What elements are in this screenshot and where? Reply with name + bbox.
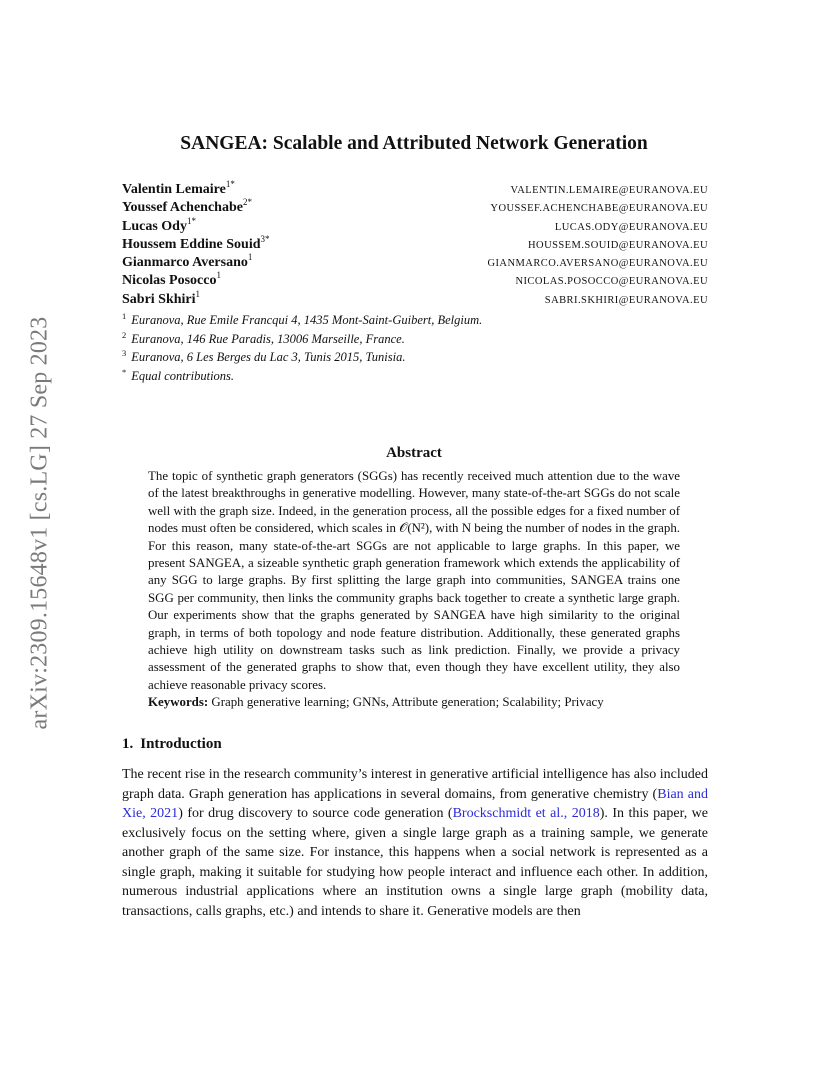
paragraph-text: ). In this paper, we exclusively focus on the setting where, given a single large graph as a training sample, we generate another graph of the same size. For instance, this happens when a social network is represented as a single graph, making it suitable for studying how people interact and influence each other. In addition, numerous industrial applications where an institution owns a single large graph (mobility data, transactions, calls graphs, etc.) and intends to share it. Generative models are then [122,806,708,919]
author-email[interactable]: GIANMARCO.AVERSANO@EURANOVA.EU [487,258,708,270]
author-affiliation-mark: 2* [242,197,252,208]
abstract-heading: Abstract [386,445,442,461]
author-name: Lucas Ody [122,218,187,234]
affiliation-mark: 2 [122,329,127,340]
author-affiliation-mark: 1* [225,179,235,189]
citation-link[interactable]: Bian and Xie, 2021 [122,786,708,821]
author-affiliation-mark: 1 [247,252,253,263]
author-name: Gianmarco Aversano [122,255,248,271]
author-affiliation-mark: 3* [260,233,270,244]
author-name: Nicolas Posocco [122,273,217,289]
affiliation-entry [122,329,482,351]
author-entry [122,215,708,237]
author-affiliation-mark: 1 [195,288,201,299]
affiliation-list [122,313,482,387]
arxiv-identifier: arXiv:2309.15648v1 [cs.LG] 27 Sep 2023 [26,316,53,730]
author-affiliation-mark: 1* [186,215,196,226]
author-name: Houssem Eddine Souid [122,236,261,252]
paragraph-text: ) for drug discovery to source code generation ( [178,806,453,821]
author-name: Youssef Achenchabe [122,200,243,216]
author-list [122,179,708,310]
affiliation-entry [122,350,482,369]
author-entry [122,197,708,218]
author-entry [122,270,708,291]
author-name: Sabri Skhiri [122,291,196,307]
introduction-paragraph [122,765,708,921]
section-title: Introduction [140,736,222,752]
author-email[interactable]: NICOLAS.POSOCCO@EURANOVA.EU [515,276,708,288]
affiliation-text: Euranova, Rue Emile Francqui 4, 1435 Mont-Saint-Guibert, Belgium. [131,313,483,327]
affiliation-text: Equal contributions. [131,368,235,383]
affiliation-text: Euranova, 6 Les Berges du Lac 3, Tunis 2015, Tunisia. [131,350,406,364]
affiliation-mark: * [122,366,127,377]
author-email[interactable]: HOUSSEM.SOUID@EURANOVA.EU [528,239,708,251]
paper-title: SANGEA: Scalable and Attributed Network Generation [180,133,648,154]
author-affiliation-mark: 1 [216,270,221,281]
affiliation-text: Euranova, 146 Rue Paradis, 13006 Marseille, France. [131,331,405,346]
abstract-text: The topic of synthetic graph generators (SGGs) has recently received much attention due to the wave of the latest breakthroughs in generative modelling. However, many state-of-the-art SGGs do not scale well with the graph size. Indeed, in the generation process, all the possible edges for a fixed number of nodes must often be considered, which scales in 𝒪(N²), with N being the number of nodes in the graph. For this reason, many state-of-the-art SGGs are not applicable to large graphs. In this paper, we present SANGEA, a sizeable synthetic graph generation framework which extends the applicability of any SGG to large graphs. By first splitting the large graph into communities, SANGEA trains one SGG per community, then links the community graphs back together to create a synthetic large graph. Our experiments show that the graphs generated by SANGEA have high similarity to the original graph, in terms of both topology and node feature distribution. Additionally, these generated graphs achieve high utility on downstream tasks such as link prediction. Finally, we provide a privacy assessment of the generated graphs to show that, even though they have excellent utility, they also achieve reasonable privacy scores. [148,469,680,692]
keywords-text: Graph generative learning; GNNs, Attribute generation; Scalability; Privacy [211,695,604,710]
affiliation-mark: 1 [122,311,127,321]
author-email[interactable]: LUCAS.ODY@EURANOVA.EU [554,221,708,233]
author-name: Valentin Lemaire [122,182,226,197]
keywords-label: Keywords: [148,695,209,710]
affiliation-entry [122,366,482,388]
arxiv-side-stamp [20,286,60,761]
author-email[interactable]: SABRI.SKHIRI@EURANOVA.EU [544,294,708,306]
affiliation-entry [122,313,482,332]
author-entry [122,179,708,200]
author-entry [122,233,708,255]
author-email[interactable]: YOUSSEF.ACHENCHABE@EURANOVA.EU [490,203,708,215]
author-email[interactable]: VALENTIN.LEMAIRE@EURANOVA.EU [510,185,708,196]
abstract-body [148,468,680,712]
citation-link[interactable]: Brockschmidt et al., 2018 [452,806,600,821]
section-number: 1. [122,736,134,752]
section-heading-introduction [122,736,222,753]
author-entry [122,252,708,273]
author-entry [122,288,708,310]
affiliation-mark: 3 [122,348,127,358]
paragraph-text: The recent rise in the research community’s interest in generative artificial intelligence has also included graph data. Graph generation has applications in several domains, from generative chemistry ( [122,767,708,802]
